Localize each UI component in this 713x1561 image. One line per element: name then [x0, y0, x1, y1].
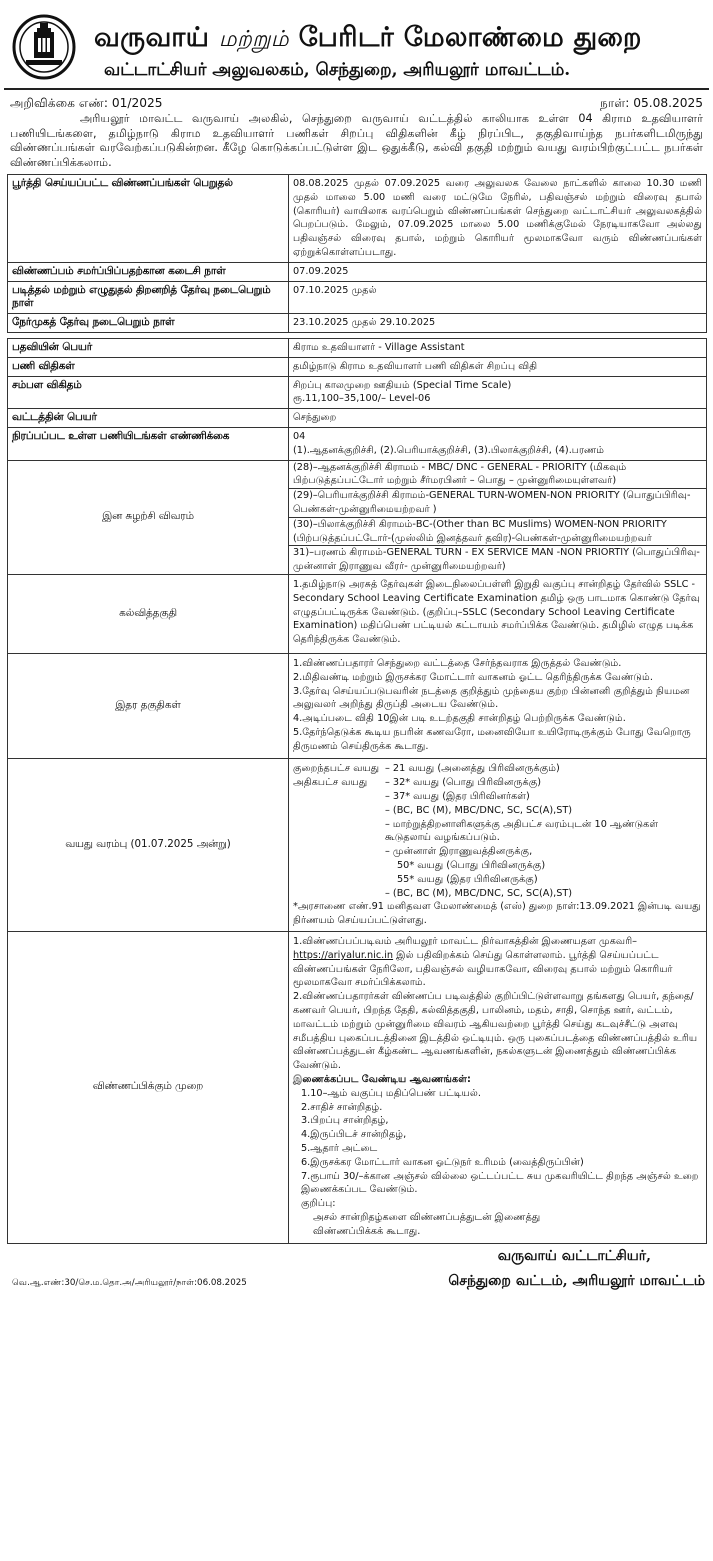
- schedule-label: நேர்முகத் தேர்வு நடைபெறும் நாள்: [8, 314, 289, 333]
- list-item: 6.இருசக்கர மோட்டார் வாகன ஓட்டுநர் உரிமம் (வைத்திருப்பின்): [301, 1156, 584, 1168]
- list-item: 7.ரூபாய் 30/–க்கான அஞ்சல் வில்லை ஒட்டப்பட்ட சுய முகவரியிட்ட திறந்த அஞ்சல் உறை இணைக்கப்பட வேண்டும்.: [301, 1170, 699, 1196]
- notice-intro: அரியலூர் மாவட்ட வருவாய் அலகில், செந்துறை வருவாய் வட்டத்தில் காலியாக உள்ள 04 கிராம உதவியாளர் பணியிடங்களை, தமிழ்நாடு கிராம உதவியாளர் பணிகள் சிறப்பு விதிகளின் கீழ் நிரப்பிட, தகுதிவாய்ந்த நபர்களிடமிருந்து விண்ணப்பங்கள் வரவேற்கப்படுகின்றன. கீழே கொடுக்கப்பட்டுள்ள இட ஒதுக்கீடு, கல்வி தகுதி மற்றும் வயது வரம்பிற்குட்பட்ட நபர்கள் விண்ணப்பிக்கலாம்.: [10, 112, 703, 169]
- table-row: [8, 281, 707, 314]
- apply-method-label: விண்ணப்பிக்கும் முறை: [8, 932, 289, 1244]
- pay-scale-type: சிறப்பு காலமுறை ஊதியம் (Special Time Scale): [293, 379, 512, 391]
- title-part1: வருவாய்: [94, 22, 210, 53]
- notice-number: அறிவிக்கை எண்: 01/2025: [10, 96, 163, 110]
- list-item: 1.விண்ணப்பதாரர் செந்துறை வட்டத்தை சேர்ந்தவராக இருத்தல் வேண்டும்.: [293, 657, 622, 669]
- age-max-line: – முன்னாள் இராணுவத்தினருக்கு,: [385, 846, 533, 858]
- taluk-value: செந்துறை: [289, 409, 707, 428]
- notice-page: [4, 0, 709, 1302]
- other-qualifications-label: இதர தகுதிகள்: [8, 653, 289, 759]
- table-row: [8, 932, 707, 1244]
- age-max-line: – மாற்றுத்திறனாளிகளுக்கு அதிபட்ச வரம்புடன் 10 ஆண்டுகள் கூடுதலாய் வழங்கப்படும்.: [385, 818, 659, 844]
- table-row: [8, 357, 707, 376]
- age-note: *அரசாணை எண்.91 மனிதவள மேலாண்மைத் (எஸ்) துறை நாள்:13.09.2021 இன்படி வயது நிர்ணயம் செய்யப்பட்டுள்ளது.: [293, 901, 701, 927]
- schedule-label: பூர்த்தி செய்யப்பட்ட விண்ணப்பங்கள் பெறுதல்: [8, 175, 289, 263]
- apply-step-1: [293, 935, 702, 990]
- age-max-line: 55* வயது (இதர பிரிவினருக்கு): [397, 873, 538, 885]
- age-max-line: – (BC, BC (M), MBC/DNC, SC, SC(A),ST): [385, 887, 573, 899]
- note-heading: குறிப்பு:: [301, 1198, 336, 1210]
- district-website-link[interactable]: https://ariyalur.nic.in: [293, 949, 394, 961]
- list-item: 3.தேர்வு செய்யப்படுபவரின் நடத்தை குறித்தும் முந்தைய குற்ற பின்னனி குறித்தும் நியமன அலுவலர் அறிந்து திருப்தி அடைய வேண்டும்.: [293, 685, 690, 711]
- post-name-label: பதவியின் பெயர்: [8, 338, 289, 357]
- apply-step-1-text: 1.விண்ணப்பப்படிவம் அரியலூர் மாவட்ட நிர்வாகத்தின் இணையதள முகவரி–: [293, 936, 638, 948]
- service-rules-label: பணி விதிகள்: [8, 357, 289, 376]
- schedule-value: 23.10.2025 முதல் 29.10.2025: [289, 314, 707, 333]
- schedule-label: விண்ணப்பம் சமர்ப்பிப்பதற்கான கடைசி நாள்: [8, 262, 289, 281]
- table-row: [8, 409, 707, 428]
- rotation-item: (28)–ஆதனக்குறிச்சி கிராமம் - MBC/ DNC - GENERAL - PRIORITY (மிகவும் பிற்படுத்தப்பட்டோர் மற்றும் சீர்மரபினர் – பொது – முன்னுரிமையுள்ளவர்): [289, 461, 706, 490]
- apply-step-2: 2.விண்ணப்பதாரர்கள் விண்ணப்ப படிவத்தில் குறிப்பிட்டுள்ளவாறு தங்களது பெயர், தந்தை/கணவர் பெயர், பிறந்த தேதி, கல்வித்தகுதி, பாலினம், மதம், சாதி, சொந்த ஊர், வட்டம், மாவட்டம் மற்றும் முன்னுரிமை விவரம் ஆகியவற்றை பூர்த்தி செய்து கடவுச்சீட்டு அளவு சமீபத்திய புகைப்படத்தினை இடத்தில் ஒட்டியும். ஒரு புகைப்படத்தை விண்ணப்பத்தில் உரிய விண்ணப்பத்துடன் கீழ்கண்ட ஆவணங்களின், நகல்களுடன் இணைத்தும் விண்ணப்பிக்க வேண்டும்.: [293, 991, 698, 1072]
- list-item: 5.ஆதார் அட்டை: [301, 1143, 378, 1154]
- age-max-row: [293, 776, 702, 790]
- list-item: 3.பிறப்பு சான்றிதழ்,: [301, 1115, 389, 1127]
- table-row: [8, 460, 707, 574]
- release-reference: வெ.ஆ.எண்:30/செ.ம.தொ.அ/அரியலூர்/நாள்:06.08.2025: [12, 1277, 247, 1288]
- table-row: [8, 427, 707, 460]
- table-row: [8, 574, 707, 653]
- age-min-value: – 21 வயது (அனைத்து பிரிவினருக்கும்): [385, 763, 560, 775]
- age-max-line: – (BC, BC (M), MBC/DNC, SC, SC(A),ST): [385, 804, 573, 816]
- table-row: [8, 175, 707, 263]
- age-max-key: அதிகபட்ச வயது: [293, 777, 368, 789]
- education-value: 1.தமிழ்நாடு அரசுத் தேர்வுகள் இடைநிலைப்பள்ளி இறுதி வகுப்பு சான்றிதழ் தேர்வில் SSLC - Secondary School Leaving Certificate Examination தமிழ் ஒரு பாடமாக கொண்டு தேர்வு எழுதப்பட்டிருக்க வேண்டும். (குறிப்பு–SSLC (Secondary School Leaving Certificate Examination) மதிப்பெண் பட்டியல் கட்டாயம் சமர்ப்பிக்க வேண்டும். தமிழில் எழுத படிக்க தெரிந்திருக்க வேண்டும்.: [289, 574, 707, 653]
- rotation-list: [289, 460, 707, 574]
- table-row: [8, 338, 707, 357]
- signatory-title: வருவாய் வட்டாட்சியர்,: [497, 1247, 651, 1264]
- notice-header: [4, 0, 709, 90]
- vacancy-label: நிரப்பப்பட உள்ள பணியிடங்கள் எண்ணிக்கை: [8, 427, 289, 460]
- list-item: 2.மிதிவண்டி மற்றும் இருசக்கர மோட்டார் வாகனம் ஓட்ட தெரிந்திருக்க வேண்டும்.: [293, 671, 653, 683]
- apply-method-value: [289, 932, 707, 1244]
- vacancy-count: 04: [293, 430, 306, 442]
- table-row: [8, 653, 707, 759]
- schedule-label: படித்தல் மற்றும் எழுதுதல் திறனறித் தேர்வு நடைபெறும் நாள்: [8, 281, 289, 314]
- age-min-row: [293, 762, 702, 776]
- list-item: 2.சாதிச் சான்றிதழ்.: [301, 1101, 383, 1113]
- service-rules-value: தமிழ்நாடு கிராம உதவியாளர் பணி விதிகள் சிறப்பு விதி: [289, 357, 707, 376]
- education-label: கல்வித்தகுதி: [8, 574, 289, 653]
- post-name-value: கிராம உதவியாளர் - Village Assistant: [289, 338, 707, 357]
- list-item: 1.10–ஆம் வகுப்பு மதிப்பெண் பட்டியல்.: [301, 1087, 482, 1099]
- pay-scale-label: சம்பள விகிதம்: [8, 376, 289, 409]
- age-limit-value: [289, 759, 707, 932]
- list-item: 4.இருப்பிடச் சான்றிதழ்,: [301, 1129, 407, 1141]
- taluk-label: வட்டத்தின் பெயர்: [8, 409, 289, 428]
- notice-date: நாள்: 05.08.2025: [600, 96, 703, 110]
- title-part2: பேரிடர் மேலாண்மை துறை: [298, 22, 642, 53]
- table-row: [8, 314, 707, 333]
- rotation-item: 31)–பரணம் கிராமம்-GENERAL TURN - EX SERVICE MAN -NON PRIORTIY (பொதுப்பிரிவு-முன்னாள் இராணுவ வீரர்- முன்னுரிமையற்றவர்): [293, 547, 700, 573]
- age-max-line: 50* வயது (பொது பிரிவினருக்கு): [397, 860, 546, 872]
- age-max-line: – 37* வயது (இதர பிரிவினர்கள்): [385, 791, 530, 803]
- schedule-value: 07.09.2025: [289, 262, 707, 281]
- documents-heading: இணைக்கப்பட வேண்டிய ஆவணங்கள்:: [293, 1074, 471, 1086]
- rotation-item: (29)–பெரியாக்குறிச்சி கிராமம்-GENERAL TURN-WOMEN-NON PRIORITY (பொதுப்பிரிவு-பெண்கள்-முன்னுரிமையற்றவர் ): [289, 489, 706, 518]
- rotation-label: இன சுழற்சி விவரம்: [8, 460, 289, 574]
- title-connector: மற்றும்: [218, 27, 289, 52]
- list-item: 4.அடிப்படை விதி 10இன் படி உடற்தகுதி சான்றிதழ் பெற்றிருக்க வேண்டும்.: [293, 713, 626, 725]
- other-qualifications-list: [289, 653, 707, 759]
- schedule-table: [7, 174, 707, 1244]
- table-row: [8, 376, 707, 409]
- vacancy-value: [289, 427, 707, 460]
- list-item: 5.தேர்ந்தெடுக்க கூடிய நபரின் கணவரோ, மனைவியோ உயிரோடிருக்கும் போது வேறொரு திருமணம் செய்திருக்க கூடாது.: [293, 726, 691, 752]
- tamil-nadu-emblem-icon: [12, 14, 76, 80]
- table-row: [8, 262, 707, 281]
- rotation-item: (30)–பிலாக்குறிச்சி கிராமம்-BC-(Other than BC Muslims) WOMEN-NON PRIORITY (பிற்படுத்தப்பட்டோர்-(முஸ்லிம் இனத்தவர் தவிர)-பெண்கள்-முன்னுரிமையற்றவர்: [289, 518, 706, 547]
- notice-meta: [10, 96, 703, 112]
- department-title: [94, 22, 642, 57]
- note-text: அசல் சான்றிதழ்களை விண்ணப்பத்துடன் இணைத்து விண்ணப்பிக்கக் கூடாது.: [313, 1211, 541, 1237]
- pay-scale-value: [289, 376, 707, 409]
- documents-list: [293, 1087, 702, 1197]
- age-min-key: குறைந்தபட்ச வயது: [293, 763, 380, 775]
- table-row: [8, 759, 707, 932]
- age-limit-label: வயது வரம்பு (01.07.2025 அன்று): [8, 759, 289, 932]
- notice-footer: [4, 1244, 709, 1302]
- schedule-value: 08.08.2025 முதல் 07.09.2025 வரை அலுவலக வேலை நாட்களில் காலை 10.30 மணி முதல் மாலை 5.00 மணி வரை மட்டுமே நேரில், பதிவஞ்சல் மற்றும் விரைவு தபால் (கொரியர்) வாயிலாக வரப்பெறும் விண்ணப்பங்கள் செந்துறை வட்டாட்சியர் அலுவலகத்தில் பெறப்படும். மேலும், 07.09.2025 மாலை 5.00 மணிக்குமேல் நேரடியாகவோ அல்லது பதிவஞ்சல் விரைவு தபால், மற்றும் கொரியர் மூலமாகவோ வரும் விண்ணப்பங்கள் ஏற்றுக்கொள்ளப்படாது.: [289, 175, 707, 263]
- pay-scale-amount: ரூ.11,100–35,100/– Level-06: [293, 393, 431, 405]
- apply-step-1-text-cont: இல் பதிவிறக்கம் செய்து கொள்ளலாம். பூர்த்தி செய்யப்பட்ட விண்ணப்பங்கள் நேரிலோ, பதிவஞ்சல் வழியாகவோ, விரைவு தபால் மற்றும் கொரியர் மூலமாகவோ சமர்ப்பிக்கலாம்.: [293, 949, 673, 989]
- schedule-value: 07.10.2025 முதல்: [289, 281, 707, 314]
- vacancy-villages: (1).ஆதனக்குறிச்சி, (2).பெரியாக்குறிச்சி, (3).பிலாக்குறிச்சி, (4).பரணம்: [293, 444, 605, 456]
- age-max-value: – 32* வயது (பொது பிரிவினருக்கு): [385, 777, 542, 789]
- office-subtitle: வட்டாட்சியர் அலுவலகம், செந்துறை, அரியலூர் மாவட்டம்.: [104, 60, 571, 80]
- signatory-office: செந்துறை வட்டம், அரியலூர் மாவட்டம்: [448, 1272, 705, 1289]
